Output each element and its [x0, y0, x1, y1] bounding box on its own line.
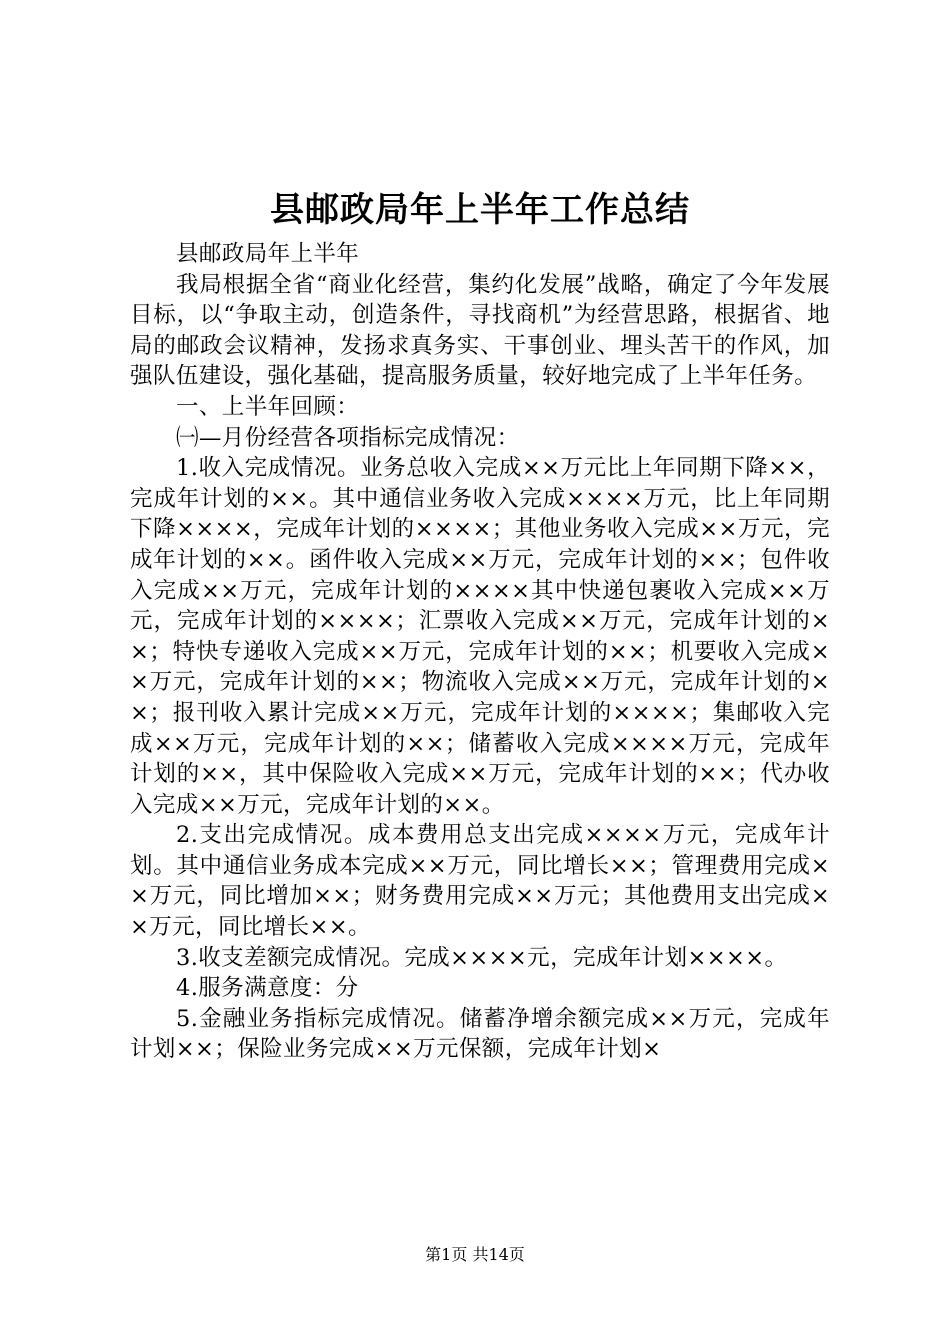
- paragraph-balance: 3.收支差额完成情况。完成××××元，完成年计划××××。: [176, 944, 788, 971]
- subsection-heading-indicators: ㈠—月份经营各项指标完成情况：: [176, 424, 520, 451]
- paragraph-expense: 2.支出完成情况。成本费用总支出完成××××万元，完成年计划。其中通信业务成本完成××万元，同比增长××；管理费用完成××万元，同比增加××；财务费用完成××万元；其他费用支出完成××万元，同比增长××。: [130, 822, 830, 941]
- paragraph-intro: 我局根据全省“商业化经营，集约化发展”战略，确定了今年发展目标，以“争取主动，创造条件，寻找商机”为经营思路，根据省、地局的邮政会议精神，发扬求真务实、干事创业、埋头苦干的作风，加强队伍建设，强化基础，提高服务质量，较好地完成了上半年任务。: [130, 271, 830, 390]
- paragraph-satisfaction: 4.服务满意度：分: [176, 975, 359, 1002]
- page-number-footer: 第1页 共14页: [425, 1245, 525, 1264]
- document-title: 县邮政局年上半年工作总结: [270, 190, 690, 230]
- paragraph-subtitle: 县邮政局年上半年: [176, 241, 360, 267]
- document-page: [130, 185, 830, 1065]
- paragraph-income: 1.收入完成情况。业务总收入完成××万元比上年同期下降××，完成年计划的××。其中通信业务收入完成××××万元，比上年同期下降××××，完成年计划的××××；其他业务收入完成××万元，完成年计划的××。函件收入完成××万元，完成年计划的××；包件收入完成××万元，完成年计划的××××其中快递包裹收入完成××万元，完成年计划的××××；汇票收入完成××万元，完成年计划的××；特快专递收入完成××万元，完成年计划的××；机要收入完成××万元，完成年计划的××；物流收入完成××万元，完成年计划的××；报刊收入累计完成××万元，完成年计划的××××；集邮收入完成××万元，完成年计划的××；储蓄收入完成××××万元，完成年计划的××，其中保险收入完成××万元，完成年计划的××；代办收入完成××万元，完成年计划的××。: [130, 455, 830, 818]
- section-heading-review: 一、上半年回顾：: [176, 393, 360, 420]
- paragraph-finance: 5.金融业务指标完成情况。储蓄净增余额完成××万元，完成年计划××；保险业务完成××万元保额，完成年计划×: [130, 1005, 830, 1063]
